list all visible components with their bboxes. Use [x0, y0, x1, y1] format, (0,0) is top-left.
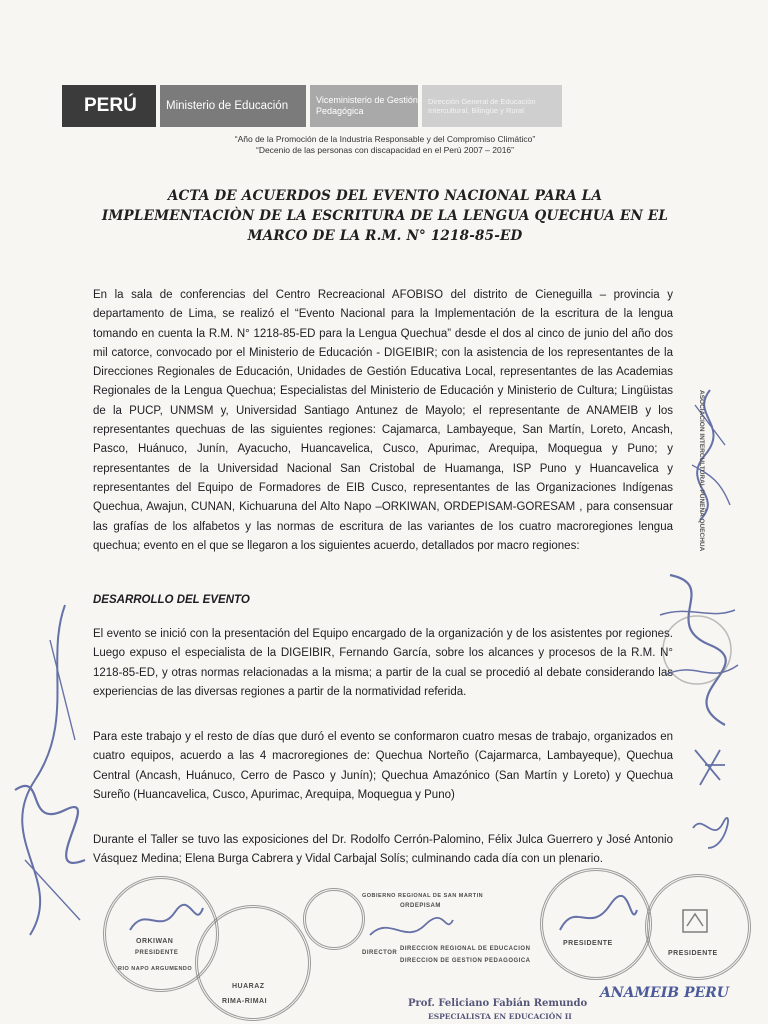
right-stamp-text-1: ASOCIACION INTERCULTURAL PUNEÑA QUECHUA [698, 390, 705, 552]
right-margin-signature-2 [650, 565, 745, 735]
year-motto [150, 134, 620, 156]
stamp-huaraz-label: HUARAZ [232, 983, 265, 990]
stamp-goresam [303, 888, 365, 950]
header-vice-ministry: Viceministerio de Gestión Pedagógica [310, 85, 418, 127]
title-line-2: IMPLEMENTACIÒN DE LA ESCRITURA DE LA LENGUA QUECHUA EN EL [101, 208, 669, 224]
stamp-orkiwan-signature [125, 900, 205, 940]
motto-line-1: “Año de la Promoción de la Industria Responsable y del Compromiso Climático” [234, 134, 536, 144]
header-directorate: Dirección General de Educación Intercultural, Bilingüe y Rural [422, 85, 562, 127]
anameib-signature: ANAMEIB PERU [600, 985, 729, 1001]
stamp-education-directorate: DIRECCION REGIONAL DE EDUCACION [400, 946, 531, 952]
stamp-goresam-label: GOBIERNO REGIONAL DE SAN MARTIN [362, 893, 484, 899]
stamp-presidente-1-label: PRESIDENTE [563, 940, 613, 947]
header-country: PERÚ [62, 85, 156, 127]
header-ministry: Ministerio de Educación [160, 85, 306, 127]
stamp-presidente-2-label: PRESIDENTE [668, 950, 718, 957]
motto-line-2: “Decenio de las personas con discapacidad en el Perú 2007 – 2016” [255, 145, 514, 155]
presidente-1-signature [555, 895, 640, 940]
work-tables-paragraph: Para este trabajo y el resto de días que duró el evento se conformaron cuatro mesas de trabajo, organizados en cuatro equipos, acuerdo a las 4 macroregiones de: Quechua Norteño (Cajarmarca, Lambayeque), Quechua Central (Ancash, Huánuco, Cerro de Pasco y Junín); Quechua Amazónico (San Martín y Loreto) y Quechua Sureño (Huancavelica, Cusco, Apurimac, Arequipa, Moquegua y Puno) [93, 731, 673, 801]
workshop-paragraph: Durante el Taller se tuvo las exposiciones del Dr. Rodolfo Cerrón-Palomino, Félix Julca Guerrero y José Antonio Vásquez Medina; Elena Burga Cabrera y Vidal Carbajal Solís; culminando cada día con un plenario. [93, 834, 673, 866]
title-line-3: MARCO DE LA R.M. N° 1218-85-ED [247, 228, 523, 244]
stamp-orkiwan-role: PRESIDENTE [135, 950, 179, 956]
stamp-orkiwan-label: ORKIWAN [136, 938, 174, 945]
signer-name: Prof. Feliciano Fabián Remundo [408, 998, 588, 1009]
stamp-gestion-pedagogica: DIRECCION DE GESTION PEDAGOGICA [400, 958, 531, 964]
intro-paragraph: En la sala de conferencias del Centro Recreacional AFOBISO del distrito de Cieneguilla – provincia y departamento de Lima, se realizó el “Evento Nacional para la Implementación de la escritura de la lengua tomando en cuenta la R.M. N° 1218-85-ED para la Lengua Quechua” desde el dos al cinco de junio del año dos mil catorce, convocado por el Ministerio de Educación - DIGEIBIR; con la asistencia de los representantes de la Direcciones Regionales de Educación, Unidades de Gestión Educativa Local, representantes de las Academias Regionales de la Lengua Quechua; Especialistas del Ministerio de Educación y Ministerio de Cultura; Lingüistas de la PUCP, UNMSM y, Universidad Santiago Antunez de Mayolo; el representante de ANAMEIB y los representantes quechuas de las siguientes regiones: Cajamarca, Lambayeque, San Martín, Loreto, Ancash, Pasco, Huánuco, Junín, Ayacucho, Huancavelica, Cusco, Apurimac, Arequipa, Moquegua y Puno; y representantes de la Universidad Nacional San Cristobal de Huamanga, ISP Puno y Huancavelica y representantes del Equipo de Formadores de EIB Cusco, representantes de las Organizaciones Indígenas Quechua, Awajun, CUNAN, Kichuaruna del Alto Napo –ORKIWAN, ORDEPISAM-GORESAM , para consensuar las grafías de los alfabetos y las normas de escritura de las variantes de los cuatro macroregiones lengua quechua; evento en el que se llegaron a los siguientes acuerdo, detallados por macro regiones: [93, 289, 673, 552]
section-heading: DESARROLLO DEL EVENTO [93, 594, 250, 606]
signer-role: ESPECIALISTA EN EDUCACIÓN II [428, 1012, 572, 1021]
goresam-signature [365, 910, 455, 950]
document-title [80, 186, 690, 246]
ministry-header-bar [62, 85, 562, 127]
title-line-1: ACTA DE ACUERDOS DEL EVENTO NACIONAL PARA LA [167, 188, 603, 204]
stamp-huaraz-motto: RIMA-RIMAI [222, 998, 268, 1005]
stamp-orkiwan-region: RIO NAPO ARGUMENDO [118, 966, 193, 972]
right-margin-signature-1 [680, 385, 740, 525]
presidente-2-emblem [677, 902, 713, 938]
development-paragraph: El evento se inició con la presentación del Equipo encargado de la organización y de los asistentes por regiones. Luego expuso el especialista de la DIGEIBIR, Fernando García, sobre los alcances y procesos de la R.M. N° 1218-85-ED, y otras normas relacionadas a la misma; a partir de la cual se procedió al debate considerando las experiencias de las diversas regiones a partir de la normatividad referida. [93, 628, 673, 698]
stamp-ordepisam-label: ORDEPISAM [400, 903, 441, 909]
stamp-director-label: DIRECTOR [362, 950, 398, 956]
right-margin-initials-2 [688, 808, 733, 853]
left-margin-signature [5, 600, 95, 940]
right-margin-initials-1 [690, 740, 730, 790]
